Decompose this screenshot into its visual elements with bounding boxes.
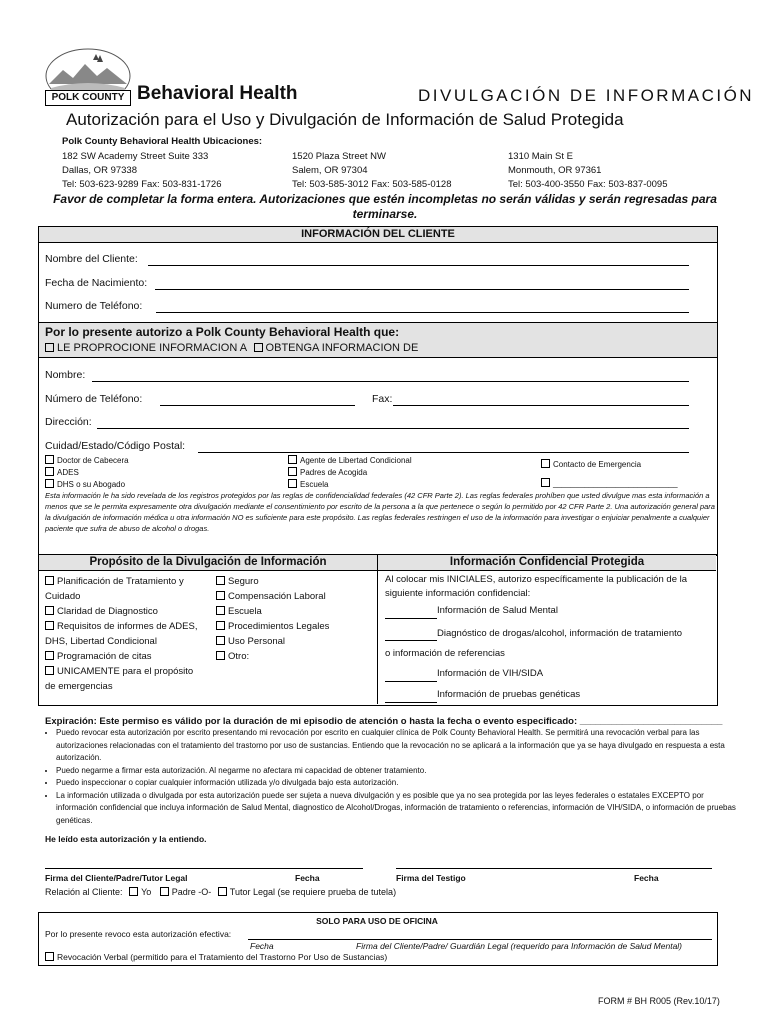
expiration-statement: Expiración: Este permiso es válido por la duración de mi episodio de atención o hasta la fecha o evento especificado: ___________________________	[45, 716, 723, 727]
checkbox[interactable]	[216, 636, 225, 645]
purpose-item: Uso Personal	[216, 634, 376, 649]
authorize-options: LE PROPROCIONE INFORMACION A OBTENGA INFORMACION DE	[45, 342, 418, 354]
checkbox[interactable]	[288, 455, 297, 464]
checkbox[interactable]	[288, 467, 297, 476]
logo-caption: POLK COUNTY	[45, 90, 131, 106]
witness-signature-field[interactable]	[396, 868, 712, 869]
purpose-right-list	[216, 574, 376, 664]
revoke-signature-field[interactable]	[356, 939, 712, 940]
confidential-heading: Información Confidencial Protegida	[378, 555, 716, 571]
confidential-genetic: Información de pruebas genéticas	[385, 687, 711, 703]
purpose-item: Compensación Laboral	[216, 589, 376, 604]
purpose-item: Otro:	[216, 649, 376, 664]
list-item: • Puedo negarme a firmar esta autorización. Al negarme no afectara mi capacidad de obtener tratamiento.	[56, 765, 736, 778]
client-signature-field[interactable]	[45, 868, 363, 869]
office-use-heading: SOLO PARA USO DE OFICINA	[316, 916, 438, 926]
revoke-date-label: Fecha	[250, 941, 274, 951]
checkbox[interactable]	[541, 459, 550, 468]
completion-notice: Favor de completar la forma entera. Autorizaciones que estén incompletas no serán válidas y serán regresadas para terminarse.	[53, 192, 717, 221]
checkbox[interactable]	[216, 651, 225, 660]
document-subtitle: Autorización para el Uso y Divulgación de Información de Salud Protegida	[66, 110, 624, 129]
obtain-checkbox[interactable]	[254, 343, 263, 352]
purpose-heading: Propósito de la Divulgación de Información	[39, 555, 377, 571]
recipient-name-label: Nombre:	[45, 369, 86, 381]
revoke-signature-label: Firma del Cliente/Padre/ Guardián Legal (requerido para Información de Salud Mental)	[356, 941, 683, 951]
list-item: • Puedo revocar esta autorización por escrito presentando mi revocación por escrito en cualquier clínica de Polk County Behavioral Health. Se permitirá una revocación verbal para las autorizaciones relacionadas con el tratamiento del trastorno por uso de sustancias. Entiendo que la revocación no se aplicará a la información que ya se haya divulgado en respuesta a esta autorización.	[56, 727, 736, 765]
verbal-revocation: Revocación Verbal (permitido para el Tratamiento del Trastorno Por Uso de Sustancias)	[45, 952, 387, 962]
checkbox[interactable]	[45, 606, 54, 615]
recipient-type-col3: Contacto de Emergencia ____________________________	[541, 455, 678, 493]
checkbox[interactable]	[45, 467, 54, 476]
authorize-heading: Por lo presente autorizo a Polk County Behavioral Health que:	[45, 325, 400, 339]
checkbox[interactable]	[216, 576, 225, 585]
client-name-field[interactable]	[148, 265, 689, 266]
purpose-item: Programación de citas	[45, 649, 205, 664]
purpose-left-list	[45, 574, 205, 694]
client-info-heading: INFORMACIÓN DEL CLIENTE	[39, 227, 717, 243]
locations-heading: Polk County Behavioral Health Ubicaciones:	[62, 136, 263, 147]
federal-confidentiality-notice: Esta información le ha sido revelada de los registros protegidos por las reglas de confidencialidad federales (42 CFR Parte 2). Las reglas federales prohíben que usted divulgue mas esta información a menos que se le permita expresamente otra divulgación mediante el consentimiento por escrito de la persona a la que pertenece o según lo permitido por 42 CFR Parte 2. Una autorización general para la divulgación de información médica u otra información NO es suficiente para este propósito. Las reglas federales restringen el uso de la información para investigar o enjuiciar penalmente a cualquier paciente que sufra de abuso de alcohol o drogas.	[45, 491, 715, 533]
confidential-mh: Información de Salud Mental	[385, 603, 711, 619]
revoke-label: Por lo presente revoco esta autorización efectiva:	[45, 929, 232, 939]
initials-field[interactable]	[385, 687, 437, 703]
purpose-item: Claridad de Diagnostico	[45, 604, 205, 619]
client-date-label: Fecha	[295, 873, 320, 883]
location-monmouth: 1310 Main St E Monmouth, OR 97361 Tel: 503-400-3550 Fax: 503-837-0095	[508, 151, 668, 190]
form-number: FORM # BH R005 (Rev.10/17)	[598, 996, 720, 1006]
relation-self-checkbox[interactable]	[129, 887, 138, 896]
checkbox[interactable]	[45, 621, 54, 630]
recipient-name-field[interactable]	[92, 381, 689, 382]
checkbox[interactable]	[45, 576, 54, 585]
client-signature-label: Firma del Cliente/Padre/Tutor Legal	[45, 873, 188, 883]
checkbox[interactable]	[216, 606, 225, 615]
location-salem: 1520 Plaza Street NW Salem, OR 97304 Tel: 503-585-3012 Fax: 503-585-0128	[292, 151, 452, 190]
dob-field[interactable]	[155, 289, 689, 290]
recipient-phone-field[interactable]	[160, 405, 355, 406]
client-phone-label: Numero de Teléfono:	[45, 300, 143, 312]
location-dallas: 182 SW Academy Street Suite 333 Dallas, OR 97338 Tel: 503-623-9289 Fax: 503-831-1726	[62, 151, 222, 190]
witness-signature-label: Firma del Testigo	[396, 873, 466, 883]
revoke-date-field[interactable]	[248, 939, 360, 940]
checkbox[interactable]	[288, 479, 297, 488]
recipient-phone-label: Número de Teléfono:	[45, 393, 143, 405]
confidential-hiv: Información de VIH/SIDA	[385, 666, 711, 682]
dob-label: Fecha de Nacimiento:	[45, 277, 148, 289]
relation-row: Relación al Cliente: Yo Padre -O- Tutor Legal (se requiere prueba de tutela)	[45, 887, 397, 897]
checkbox[interactable]	[45, 455, 54, 464]
initials-field[interactable]	[385, 666, 437, 682]
checkbox[interactable]	[45, 479, 54, 488]
client-phone-field[interactable]	[156, 312, 689, 313]
recipient-city-label: Cuidad/Estado/Código Postal:	[45, 440, 186, 452]
witness-date-label: Fecha	[634, 873, 659, 883]
list-item: • Puedo inspeccionar o copiar cualquier información utilizada y/o divulgada bajo esta autorización.	[56, 777, 736, 790]
recipient-address-label: Dirección:	[45, 416, 92, 428]
purpose-item: Seguro	[216, 574, 376, 589]
recipient-type-col2: Agente de Libertad Condicional Padres de Acogida Escuela	[288, 455, 412, 491]
purpose-item: Planificación de Tratamiento y Cuidado	[45, 576, 184, 602]
confidential-drug: Diagnóstico de drogas/alcohol, información de tratamiento o información de referencias	[385, 628, 683, 659]
read-confirmation: He leído esta autorización y la entiendo.	[45, 834, 207, 844]
purpose-item: Procedimientos Legales	[216, 619, 376, 634]
initials-field[interactable]	[385, 603, 437, 619]
checkbox[interactable]	[541, 478, 550, 487]
provide-checkbox[interactable]	[45, 343, 54, 352]
relation-guardian-checkbox[interactable]	[218, 887, 227, 896]
relation-parent-checkbox[interactable]	[160, 887, 169, 896]
recipient-fax-label: Fax:	[372, 393, 393, 405]
recipient-address-field[interactable]	[97, 428, 689, 429]
verbal-revocation-checkbox[interactable]	[45, 952, 54, 961]
client-name-label: Nombre del Cliente:	[45, 253, 138, 265]
checkbox[interactable]	[216, 591, 225, 600]
org-title: Behavioral Health	[137, 83, 298, 104]
confidential-intro: Al colocar mis INICIALES, autorizo específicamente la publicación de la siguiente información confidencial:	[385, 574, 688, 599]
checkbox[interactable]	[45, 666, 54, 675]
checkbox[interactable]	[216, 621, 225, 630]
initials-field[interactable]	[385, 628, 437, 641]
terms-list	[40, 727, 736, 827]
recipient-city-field[interactable]	[198, 452, 689, 453]
purpose-item: Requisitos de informes de ADES, DHS, Libertad Condicional	[45, 621, 198, 647]
checkbox[interactable]	[45, 651, 54, 660]
column-divider	[377, 554, 378, 704]
list-item: • La información utilizada o divulgada por esta autorización puede ser sujeta a nueva divulgación y es posible que ya no sea protegida por las leyes federales o estatales EXCEPTO por información confidencial que incluya información de Salud Mental, diagnostico de Alcohol/Drogas, información de tratamiento o referencias, información de VIH/SIDA, o información de pruebas genéticas.	[56, 790, 736, 828]
recipient-type-col1: Doctor de Cabecera ADES DHS o su Abogado	[45, 455, 129, 491]
document-title: DIVULGACIÓN DE INFORMACIÓN	[418, 86, 755, 105]
purpose-item: UNICAMENTE para el propósito de emergencias	[45, 666, 194, 692]
recipient-fax-field[interactable]	[393, 405, 689, 406]
purpose-item: Escuela	[216, 604, 376, 619]
